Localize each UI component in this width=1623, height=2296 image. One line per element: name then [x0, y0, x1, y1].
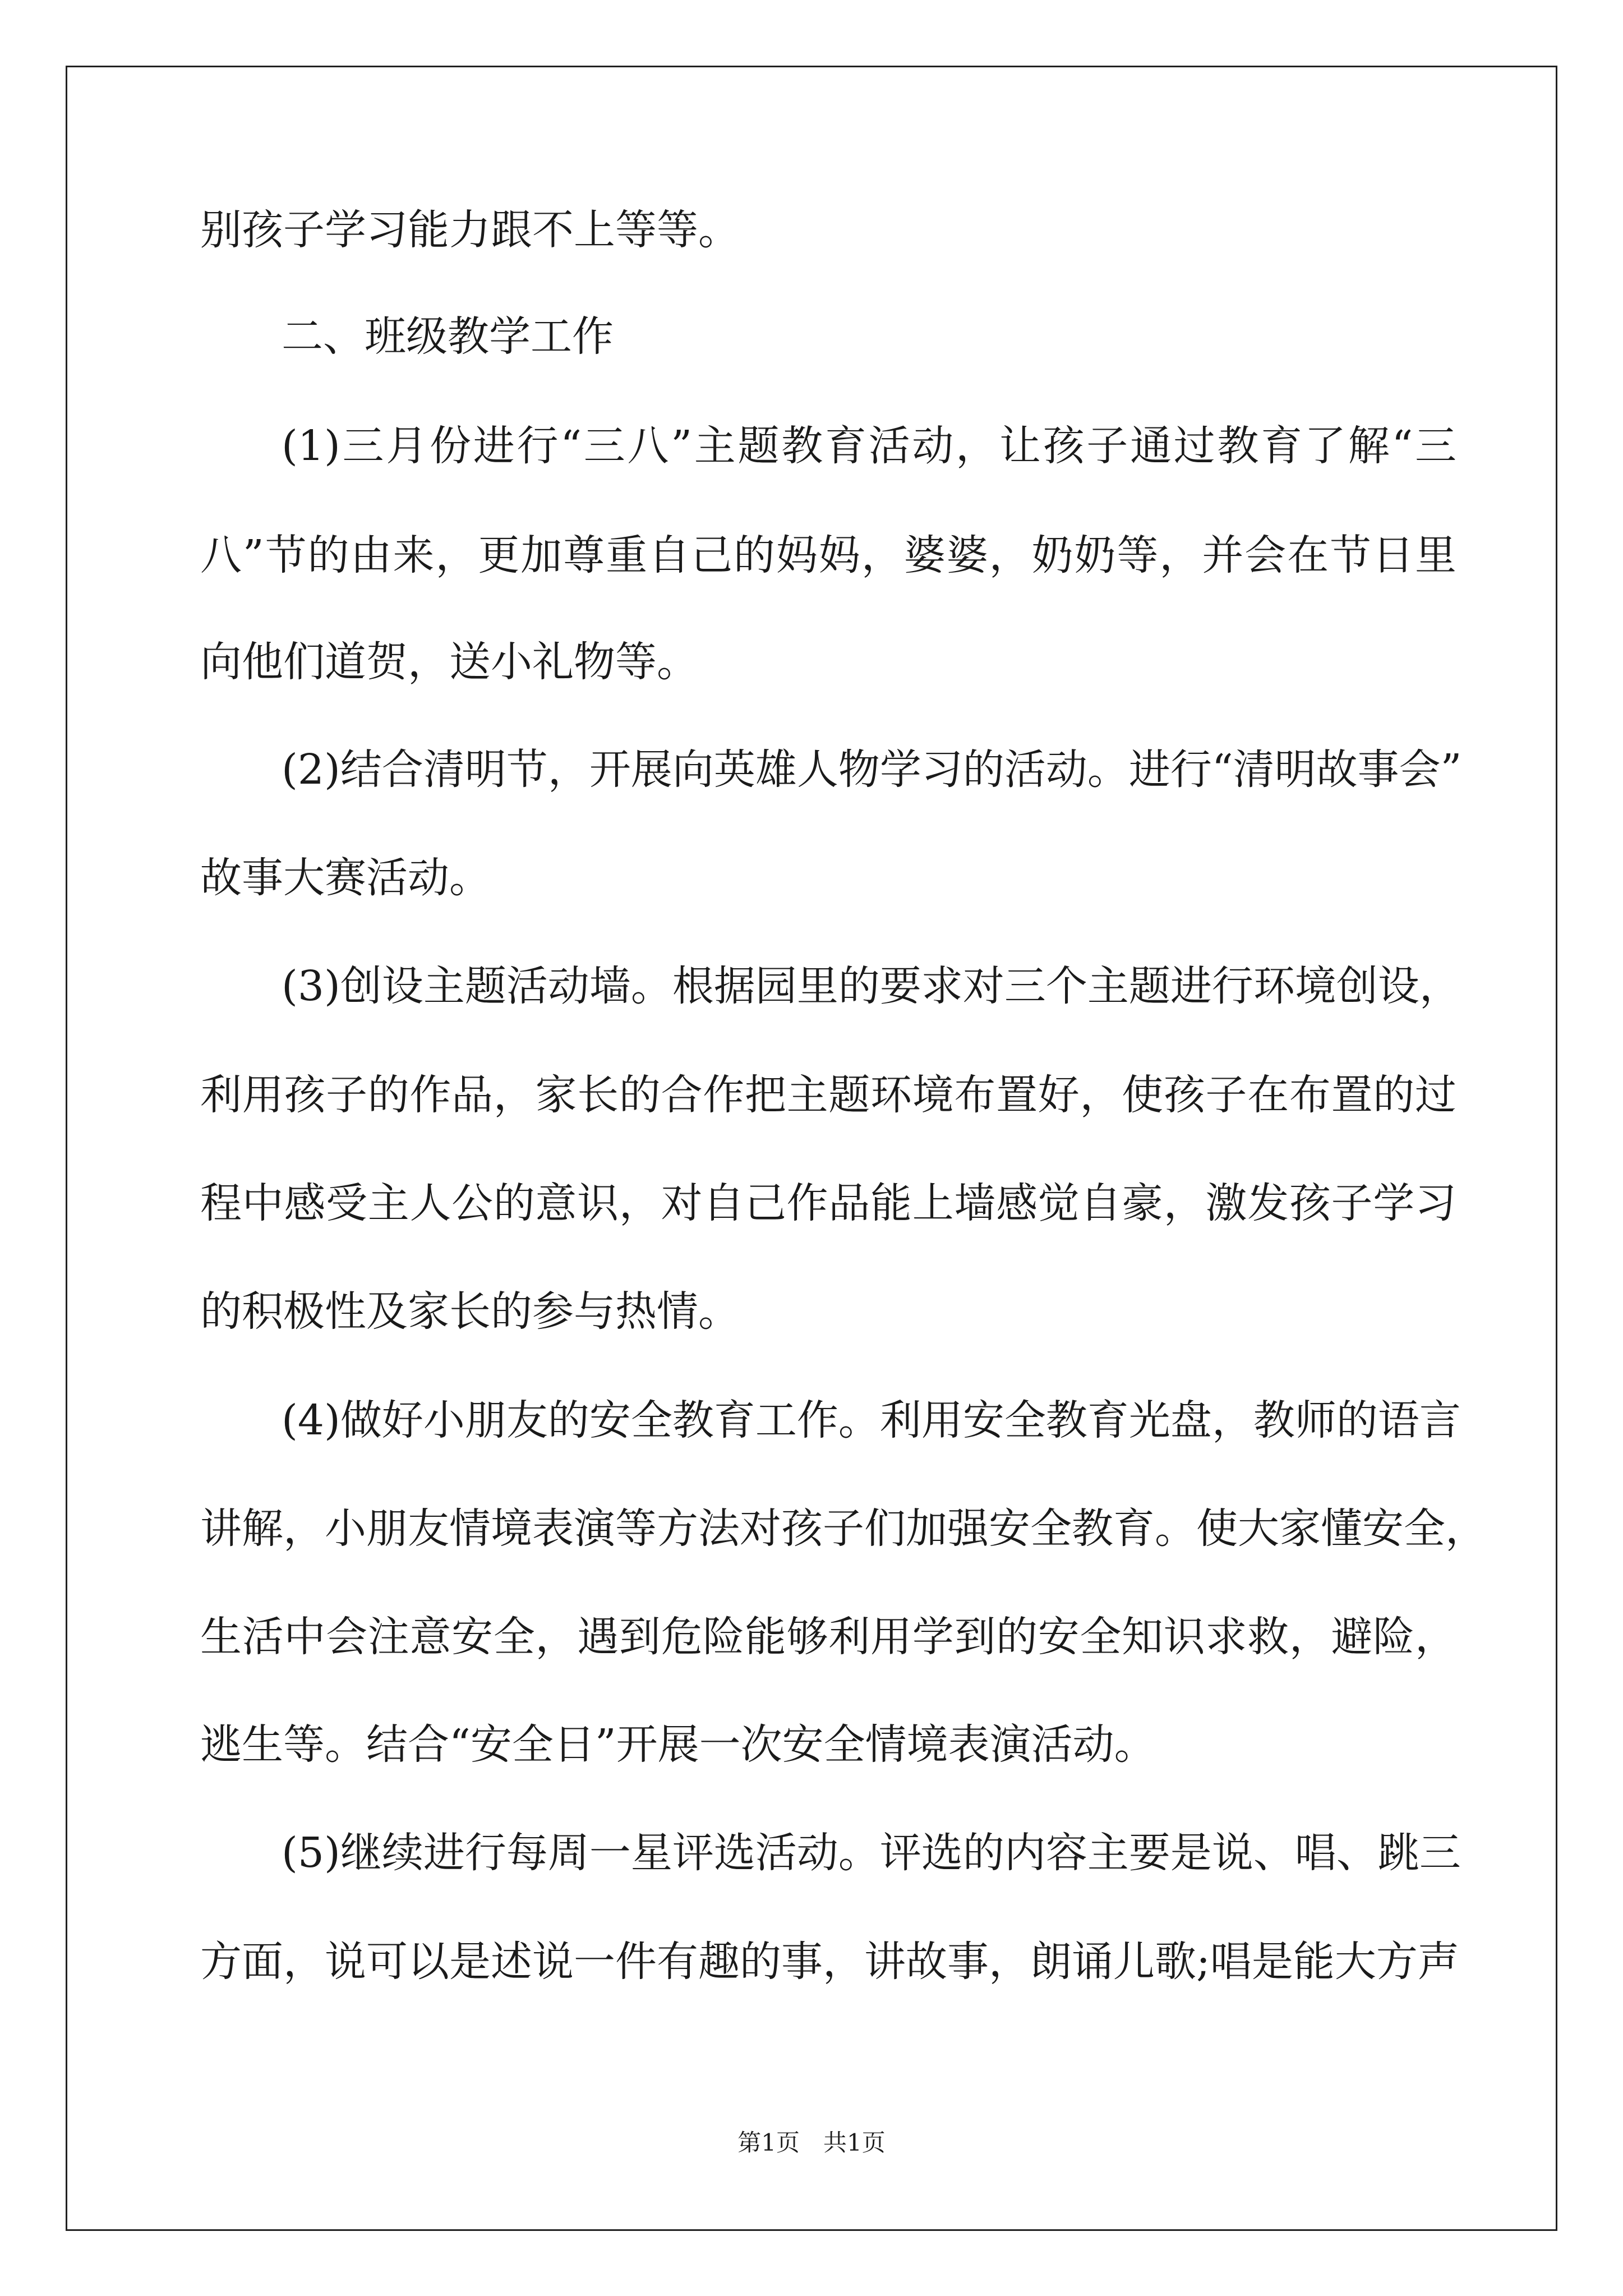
text-line: 向他们道贺，送小礼物等。 [200, 638, 698, 686]
text-line: 生活中会注意安全，遇到危险能够利用学到的安全知识求救，避险， [200, 1613, 1456, 1661]
page-number-footer: 第1页 共1页 [737, 2129, 886, 2156]
text-line: 利用孩子的作品，家长的合作把主题环境布置好，使孩子在布置的过 [200, 1071, 1456, 1119]
text-line: 的积极性及家长的参与热情。 [200, 1287, 740, 1336]
text-line: 讲解，小朋友情境表演等方法对孩子们加强安全教育。使大家懂安全， [200, 1504, 1487, 1553]
text-line: 八”节的由来，更加尊重自己的妈妈，婆婆，奶奶等，并会在节日里 [200, 531, 1456, 579]
text-line: (5)继续进行每周一星评选活动。评选的内容主要是说、唱、跳三 [282, 1829, 1461, 1877]
text-line: 别孩子学习能力跟不上等等。 [200, 206, 740, 254]
section-heading: 二、班级教学工作 [282, 312, 614, 361]
text-line: 逃生等。结合“安全日”开展一次安全情境表演活动。 [200, 1720, 1156, 1769]
text-line: (2)结合清明节，开展向英雄人物学习的活动。进行“清明故事会” [282, 746, 1462, 794]
text-line: (1)三月份进行“三八”主题教育活动，让孩子通过教育了解“三 [282, 422, 1456, 470]
text-line: 程中感受主人公的意识，对自己作品能上墙感觉自豪，激发孩子学习 [200, 1179, 1456, 1227]
page-border [66, 66, 1557, 2231]
text-line: (3)创设主题活动墙。根据园里的要求对三个主题进行环境创设， [282, 962, 1461, 1010]
text-line: 故事大赛活动。 [200, 854, 491, 902]
text-line: 方面，说可以是述说一件有趣的事，讲故事，朗诵儿歌;唱是能大方声 [200, 1938, 1459, 1986]
text-line: (4)做好小朋友的安全教育工作。利用安全教育光盘，教师的语言 [282, 1396, 1461, 1444]
